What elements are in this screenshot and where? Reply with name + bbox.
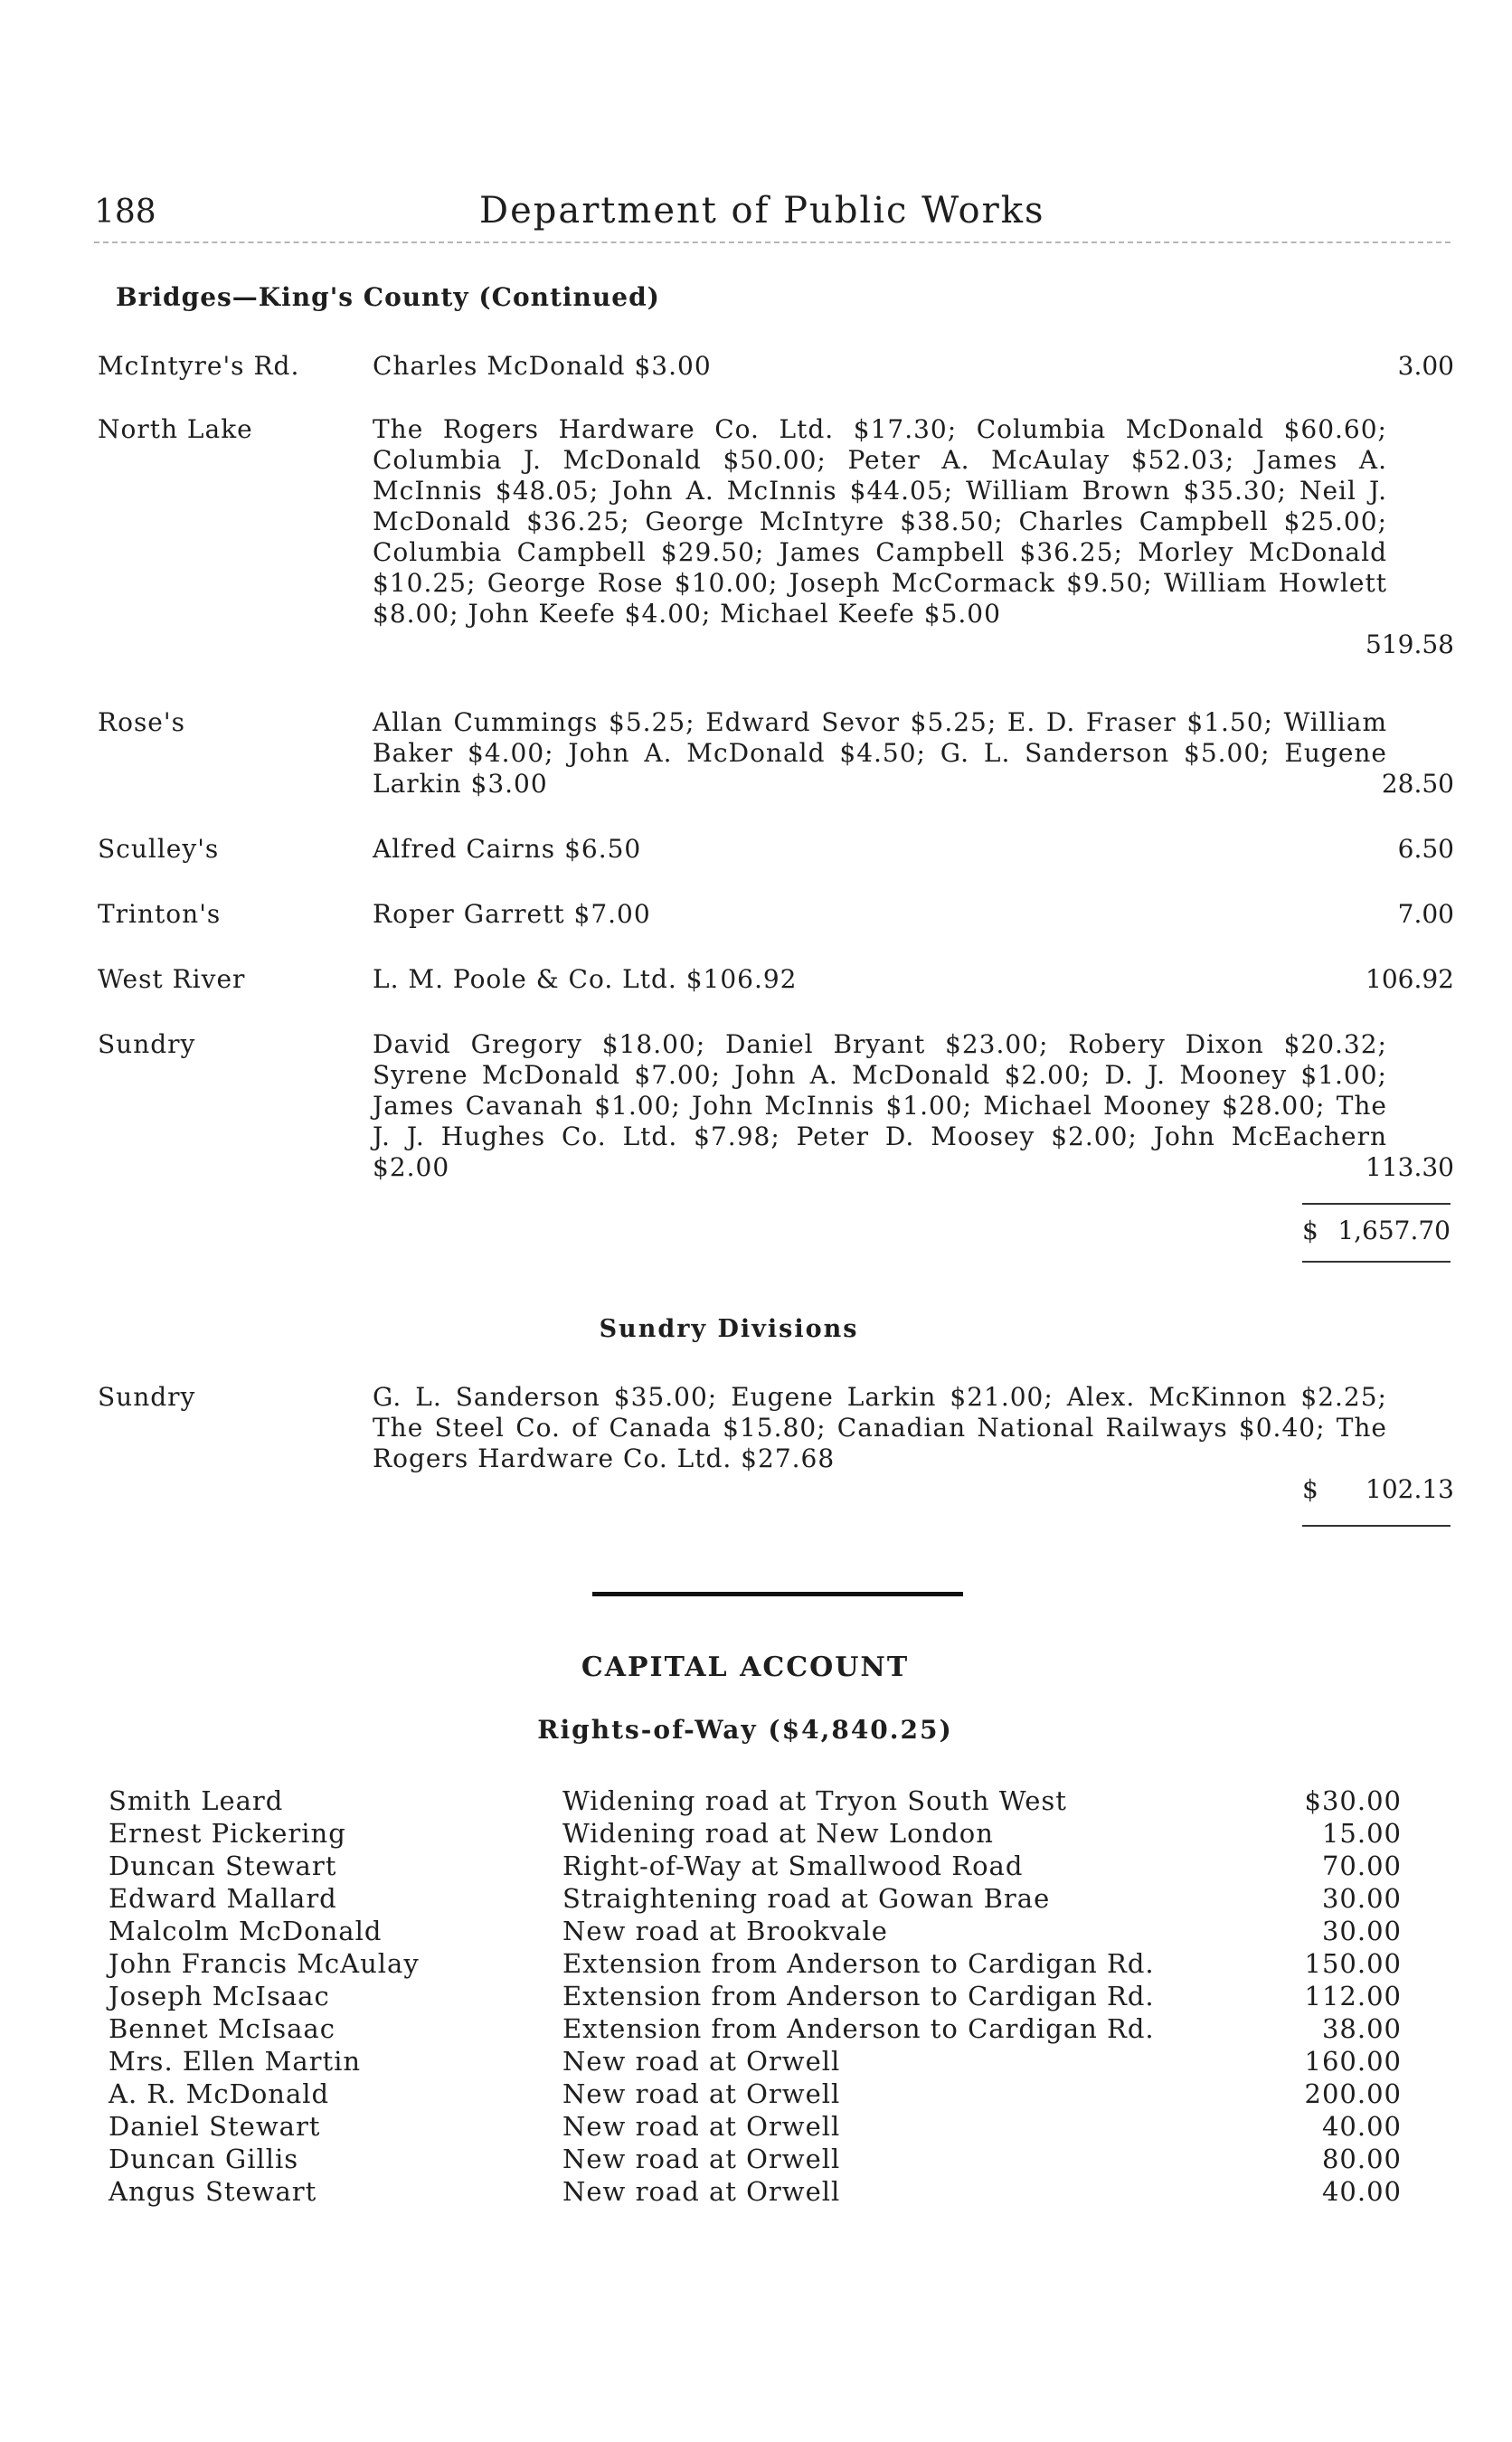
entry-amount: 106.92 bbox=[1366, 964, 1454, 994]
capital-account-heading: CAPITAL ACCOUNT bbox=[581, 1652, 910, 1683]
row-name: Smith Leard bbox=[109, 1785, 284, 1816]
entry-detail: Allan Cummings $5.25; Edward Sevor $5.25; E. D. Fraser $1.50; William Baker $4.00; John A. McDonald $4.50; G. L. Sanderson $5.00; Eugene Larkin $3.00 bbox=[373, 707, 1387, 799]
row-amount: 150.00 bbox=[1304, 1948, 1402, 1979]
row-amount: 80.00 bbox=[1321, 2144, 1402, 2174]
row-amount: 38.00 bbox=[1321, 2013, 1402, 2044]
row-purpose: New road at Orwell bbox=[562, 2176, 841, 2207]
running-title: Department of Public Works bbox=[479, 190, 1045, 232]
entry-detail: L. M. Poole & Co. Ltd. $106.92 bbox=[373, 964, 798, 994]
section-caption: Bridges—King's County (Continued) bbox=[116, 282, 660, 312]
row-purpose: New road at Brookvale bbox=[562, 1916, 888, 1946]
entry-detail: David Gregory $18.00; Daniel Bryant $23.00; Robery Dixon $20.32; Syrene McDonald $7.00; John A. McDonald $2.00; D. J. Mooney $1.00; James Cavanah $1.00; John McInnis $1.00; Michael Mooney $28.00; The J. J. Hughes Co. Ltd. $7.98; Peter D. Moosey $2.00; John McEachern $2.00 bbox=[373, 1029, 1387, 1182]
sundry-divisions-heading: Sundry Divisions bbox=[599, 1315, 859, 1343]
total-rule bbox=[1302, 1203, 1451, 1205]
row-name: Daniel Stewart bbox=[109, 2111, 321, 2142]
row-purpose: New road at Orwell bbox=[562, 2046, 841, 2077]
entry-detail: Alfred Cairns $6.50 bbox=[373, 834, 642, 864]
row-amount: 70.00 bbox=[1321, 1850, 1402, 1881]
row-purpose: Extension from Anderson to Cardigan Rd. bbox=[562, 1981, 1155, 2011]
row-name: Angus Stewart bbox=[109, 2176, 317, 2207]
row-amount: 40.00 bbox=[1321, 2111, 1402, 2142]
total-underline bbox=[1302, 1261, 1451, 1263]
entry-amount: 102.13 bbox=[1366, 1474, 1454, 1504]
row-name: Bennet McIsaac bbox=[109, 2013, 335, 2044]
row-name: Joseph McIsaac bbox=[109, 1981, 330, 2011]
row-amount: 40.00 bbox=[1321, 2176, 1402, 2207]
row-amount: 112.00 bbox=[1304, 1981, 1402, 2011]
row-purpose: Right-of-Way at Smallwood Road bbox=[562, 1850, 1024, 1881]
entry-place: McIntyre's Rd. bbox=[98, 351, 300, 381]
row-purpose: Straightening road at Gowan Brae bbox=[562, 1883, 1051, 1914]
row-name: Ernest Pickering bbox=[109, 1818, 346, 1849]
section-divider bbox=[592, 1592, 963, 1596]
row-amount: $30.00 bbox=[1304, 1785, 1402, 1816]
row-name: Malcolm McDonald bbox=[109, 1916, 383, 1946]
row-name: Mrs. Ellen Martin bbox=[109, 2046, 362, 2077]
entry-amount: 6.50 bbox=[1397, 834, 1454, 864]
rights-of-way-heading: Rights-of-Way ($4,840.25) bbox=[537, 1715, 953, 1745]
sundry-dollar-sign: $ bbox=[1302, 1474, 1318, 1504]
entry-detail: Roper Garrett $7.00 bbox=[373, 899, 651, 929]
row-name: John Francis McAulay bbox=[109, 1948, 420, 1979]
entry-place: West River bbox=[98, 964, 246, 994]
entry-detail: The Rogers Hardware Co. Ltd. $17.30; Columbia McDonald $60.60; Columbia J. McDonald $50.00; Peter A. McAulay $52.03; James A. McInnis $48.05; John A. McInnis $44.05; William Brown $35.30; Neil J. McDonald $36.25; George McIntyre $38.50; Charles Campbell $25.00; Columbia Campbell $29.50; James Campbell $36.25; Morley McDonald $10.25; George Rose $10.00; Joseph McCormack $9.50; William Howlett $8.00; John Keefe $4.00; Michael Keefe $5.00 bbox=[373, 414, 1387, 629]
row-purpose: New road at Orwell bbox=[562, 2144, 841, 2174]
row-amount: 15.00 bbox=[1321, 1818, 1402, 1849]
entry-place: Sundry bbox=[98, 1382, 196, 1412]
row-name: Duncan Gillis bbox=[109, 2144, 299, 2174]
entry-place: North Lake bbox=[98, 414, 253, 444]
entry-amount: 519.58 bbox=[1366, 629, 1454, 659]
entry-amount: 28.50 bbox=[1381, 769, 1454, 799]
row-name: A. R. McDonald bbox=[109, 2078, 330, 2109]
bridges-total: 1,657.70 bbox=[1337, 1216, 1451, 1245]
row-amount: 30.00 bbox=[1321, 1883, 1402, 1914]
entry-detail: Charles McDonald $3.00 bbox=[373, 351, 712, 381]
row-purpose: Widening road at New London bbox=[562, 1818, 994, 1849]
header-rule bbox=[94, 241, 1451, 243]
entry-place: Sundry bbox=[98, 1029, 196, 1059]
row-purpose: Widening road at Tryon South West bbox=[562, 1785, 1067, 1816]
row-amount: 200.00 bbox=[1304, 2078, 1402, 2109]
entry-place: Rose's bbox=[98, 707, 185, 737]
entry-detail: G. L. Sanderson $35.00; Eugene Larkin $21.00; Alex. McKinnon $2.25; The Steel Co. of Canada $15.80; Canadian National Railways $0.40; The Rogers Hardware Co. Ltd. $27.68 bbox=[373, 1382, 1387, 1473]
row-purpose: Extension from Anderson to Cardigan Rd. bbox=[562, 1948, 1155, 1979]
row-purpose: New road at Orwell bbox=[562, 2078, 841, 2109]
row-name: Edward Mallard bbox=[109, 1883, 337, 1914]
row-amount: 160.00 bbox=[1304, 2046, 1402, 2077]
entry-place: Trinton's bbox=[98, 899, 222, 929]
sundry-underline bbox=[1302, 1525, 1451, 1527]
entry-amount: 7.00 bbox=[1397, 899, 1454, 929]
row-purpose: New road at Orwell bbox=[562, 2111, 841, 2142]
entry-amount: 113.30 bbox=[1366, 1152, 1454, 1182]
page-number: 188 bbox=[94, 194, 156, 231]
row-amount: 30.00 bbox=[1321, 1916, 1402, 1946]
row-purpose: Extension from Anderson to Cardigan Rd. bbox=[562, 2013, 1155, 2044]
entry-place: Sculley's bbox=[98, 834, 220, 864]
entry-amount: 3.00 bbox=[1397, 351, 1454, 381]
total-dollar-sign: $ bbox=[1302, 1216, 1318, 1245]
row-name: Duncan Stewart bbox=[109, 1850, 337, 1881]
